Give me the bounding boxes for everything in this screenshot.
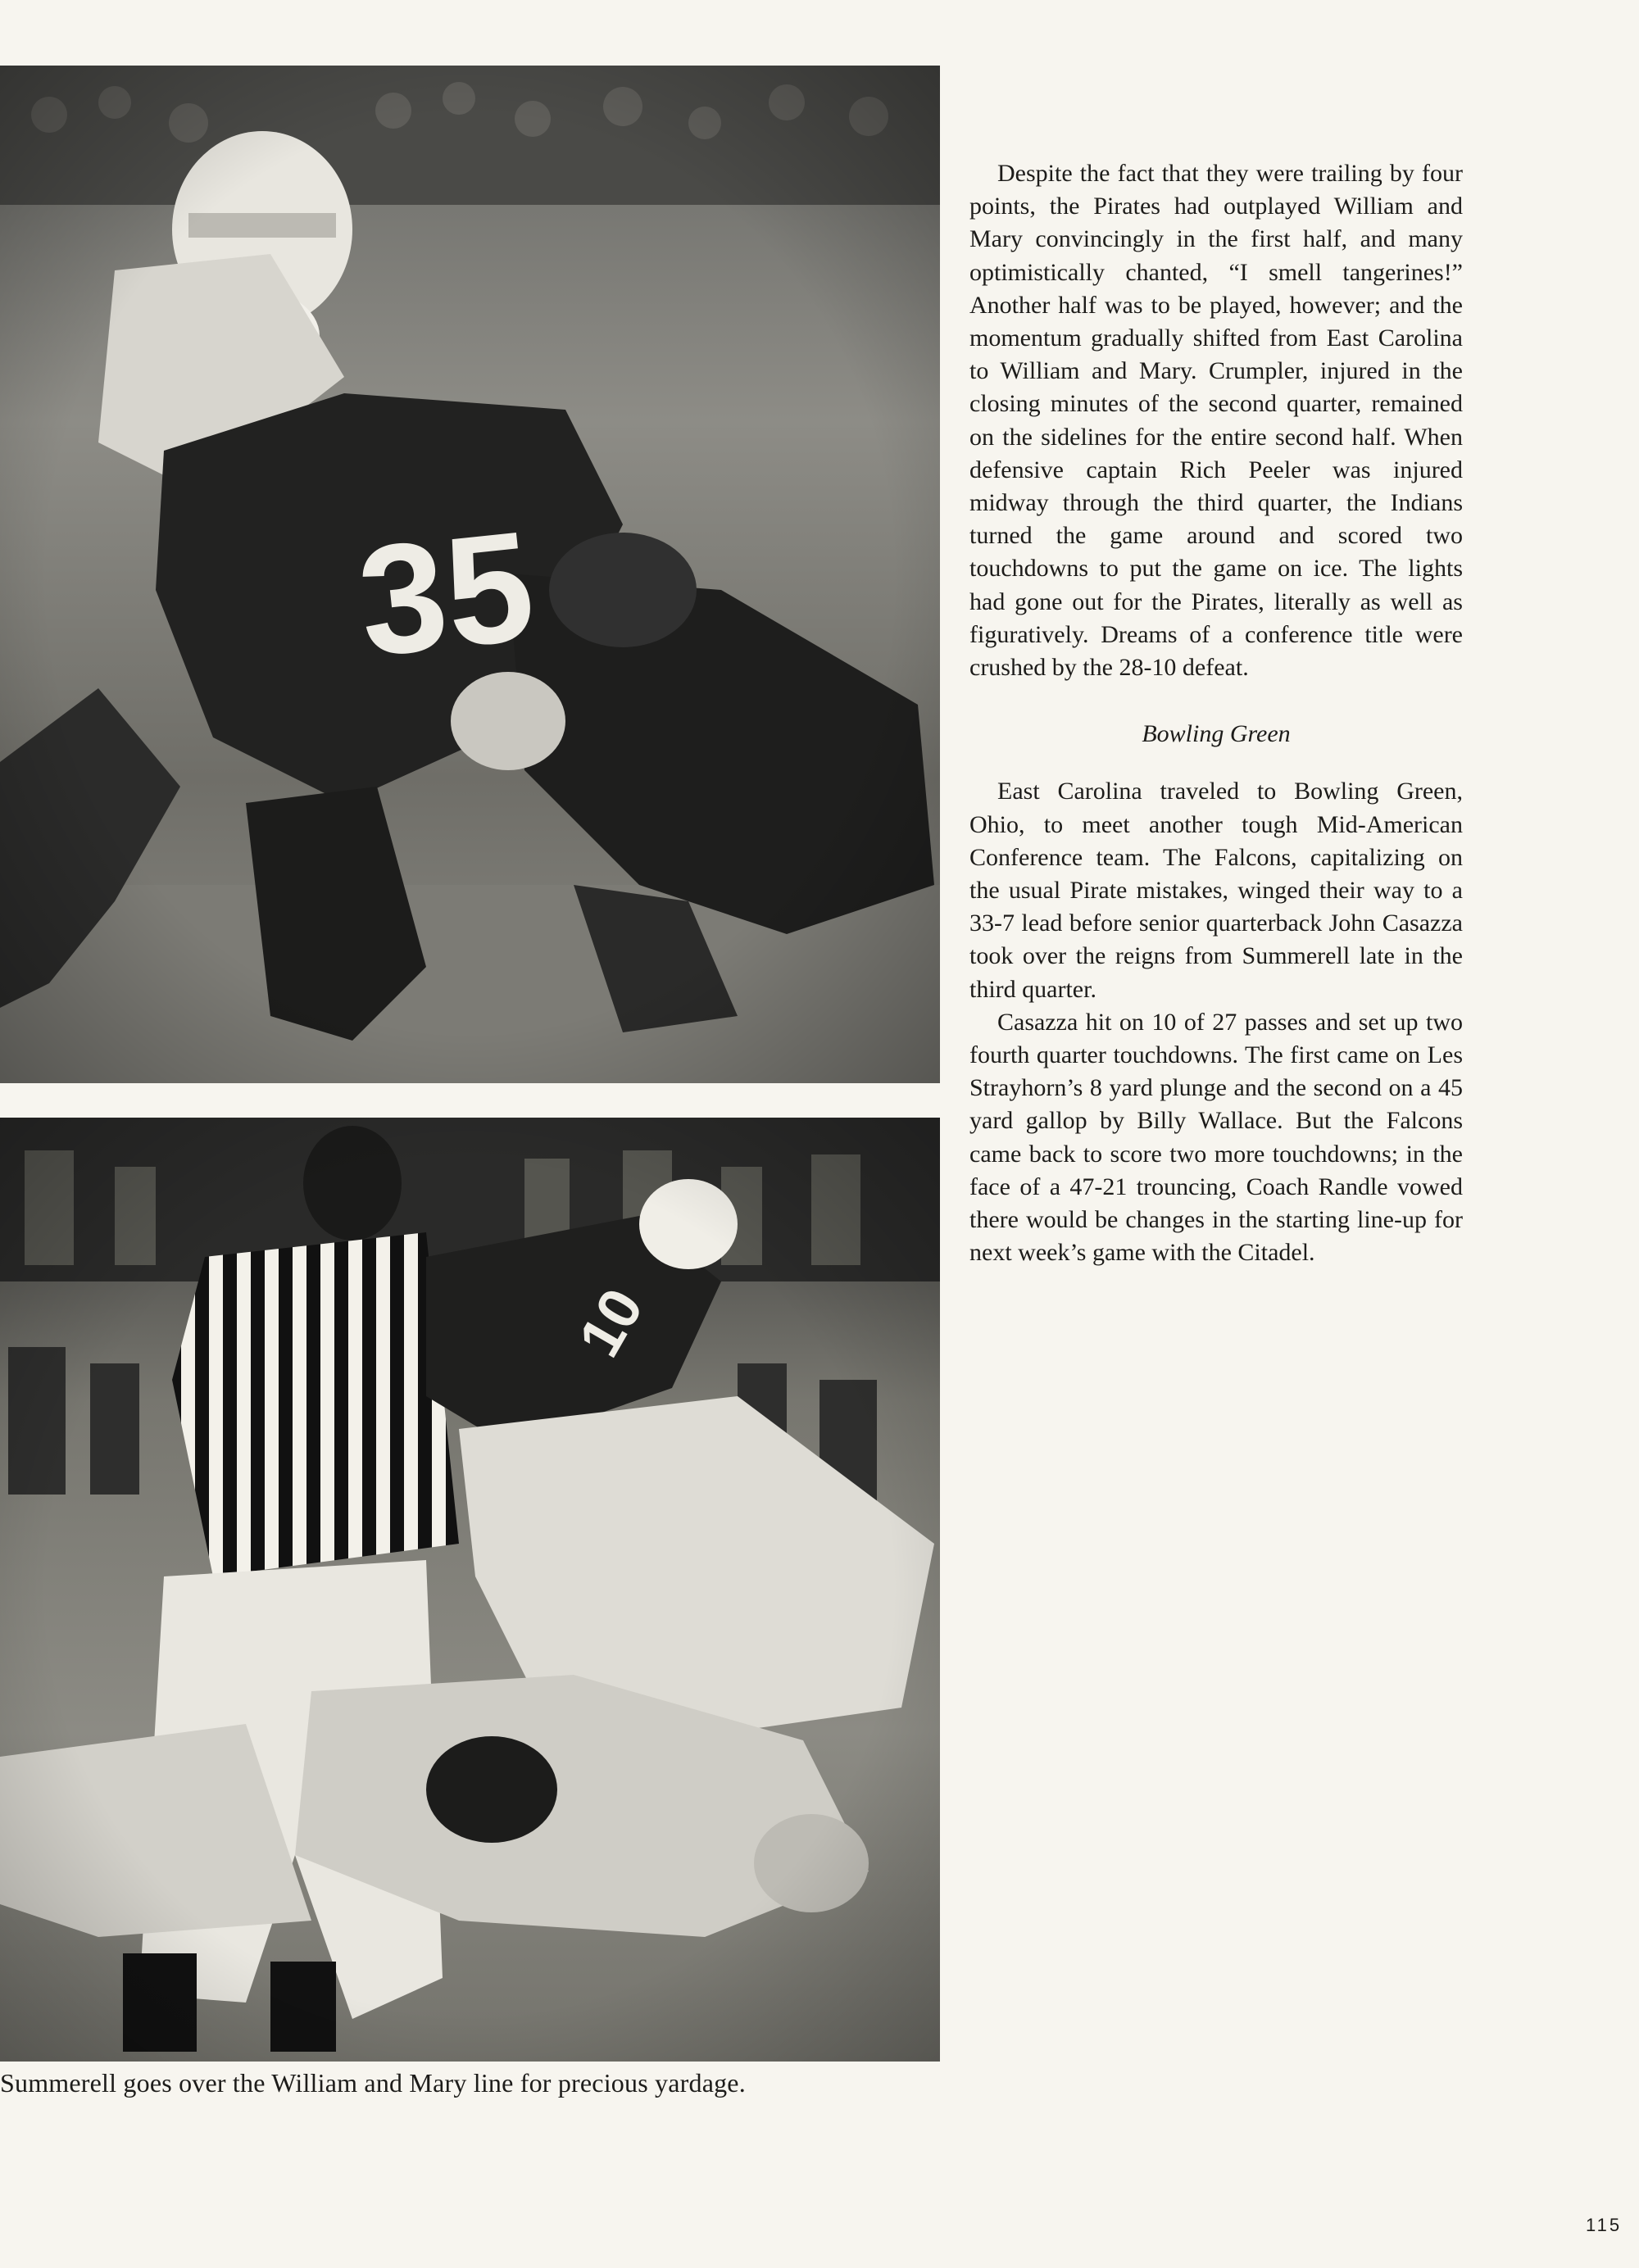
section-subhead: Bowling Green <box>1142 720 1291 748</box>
article-column <box>969 157 1463 1270</box>
article-paragraph-2: East Carolina traveled to Bowling Green, Ohio, to meet another tough Mid-American Conference team. The Falcons, capitalizing on the usual Pirate mistakes, winged their way to a 33-7 lead before senior quarterback John Casazza took over the reigns from Summerell late in the third quarter. <box>969 778 1463 1003</box>
photo-caption: Summerell goes over the William and Mary line for precious yardage. <box>0 2068 746 2098</box>
page-number: 115 <box>1586 2215 1623 2235</box>
article-paragraph-3: Casazza hit on 10 of 27 passes and set up two fourth quarter touchdowns. The first came on Les Strayhorn’s 8 yard plunge and the second on a 45 yard gallop by Billy Wallace. But the Falcons came back to score two more touchdowns; in the face of a 47-21 trouncing, Coach Randle vowed there would be changes in the starting line-up for next week’s game with the Citadel. <box>969 1008 1463 1267</box>
photo-football-pileup-image <box>0 1118 940 2062</box>
photo-football-tackle-image <box>0 66 940 1083</box>
photo-football-tackle <box>0 66 940 1083</box>
article-paragraph-1: Despite the fact that they were trailing by four points, the Pirates had outplayed William and Mary convincingly in the first half, and many optimistically chanted, “I smell tangerines!” Another half was to be played, however; and the momentum gradually shifted from East Carolina to William and Mary. Crumpler, injured in the closing minutes of the second quarter, remained on the sidelines for the entire second half. When defensive captain Rich Peeler was injured midway through the third quarter, the Indians turned the game around and scored two touchdowns to put the game on ice. The lights had gone out for the Pirates, literally as well as figuratively. Dreams of a conference title were crushed by the 28-10 defeat. <box>969 160 1463 682</box>
photo-football-pileup <box>0 1118 940 2062</box>
